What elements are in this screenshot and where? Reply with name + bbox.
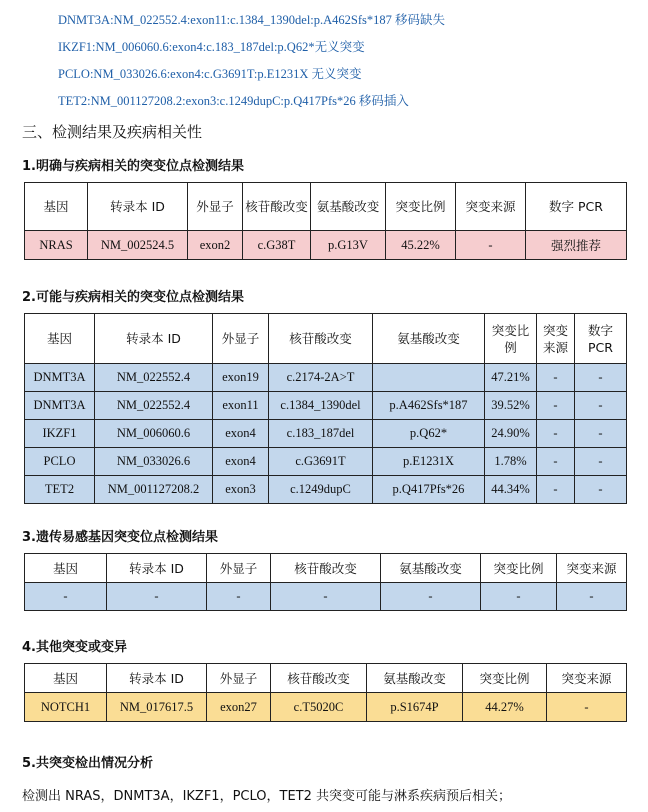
table-cell: exon27 [207, 693, 271, 722]
table-cell: DNMT3A [25, 364, 95, 392]
header-dpcr: 数字 PCR [526, 183, 627, 231]
table-cell: - [25, 583, 107, 611]
header-amino-acid: 氨基酸改变 [311, 183, 386, 231]
mutation-line: IKZF1:NM_006060.6:exon4:c.183_187del:p.Q62*无义突变 [58, 40, 365, 54]
header-exon: 外显子 [207, 664, 271, 693]
table-cell: - [381, 583, 481, 611]
header-exon: 外显子 [188, 183, 243, 231]
header-transcript: 转录本 ID [95, 314, 213, 364]
table-cell: c.1249dupC [269, 476, 373, 504]
header-amino-acid: 氨基酸改变 [373, 314, 485, 364]
section2-title: 2.可能与疾病相关的突变位点检测结果 [22, 290, 244, 305]
header-dpcr: 数字 PCR [575, 314, 627, 364]
section1-title: 1.明确与疾病相关的突变位点检测结果 [22, 159, 244, 174]
header-gene: 基因 [25, 314, 95, 364]
table-cell: TET2 [25, 476, 95, 504]
table-cell: p.A462Sfs*187 [373, 392, 485, 420]
co-mutation-analysis-text: 检测出 NRAS，DNMT3A，IKZF1，PCLO，TET2 共突变可能与淋系疾病预后相关； [22, 789, 512, 804]
header-amino-acid: 氨基酸改变 [381, 554, 481, 583]
section4-title: 4.其他突变或变异 [22, 640, 127, 655]
table-cell: - [456, 231, 526, 260]
table-cell: NM_017617.5 [107, 693, 207, 722]
table-cell: 47.21% [485, 364, 537, 392]
section3-title: 3.遗传易感基因突变位点检测结果 [22, 530, 218, 545]
table-cell: 45.22% [386, 231, 456, 260]
table-cell: 39.52% [485, 392, 537, 420]
table-cell: - [575, 364, 627, 392]
table-cell: NM_001127208.2 [95, 476, 213, 504]
table-cell: 44.34% [485, 476, 537, 504]
table-cell: p.S1674P [367, 693, 463, 722]
table-cell: 44.27% [463, 693, 547, 722]
header-transcript: 转录本 ID [107, 664, 207, 693]
table-row [25, 476, 627, 504]
header-gene: 基因 [25, 554, 107, 583]
table-row [25, 693, 627, 722]
mutation-line: TET2:NM_001127208.2:exon3:c.1249dupC:p.Q417Pfs*26 移码插入 [58, 94, 409, 108]
table-cell: - [481, 583, 557, 611]
header-ratio: 突变比例 [386, 183, 456, 231]
table-cell: - [537, 448, 575, 476]
mutation-line: DNMT3A:NM_022552.4:exon11:c.1384_1390del:p.A462Sfs*187 移码缺失 [58, 13, 446, 27]
header-ratio: 突变比例 [463, 664, 547, 693]
table-cell: c.183_187del [269, 420, 373, 448]
section5-title: 5.共突变检出情况分析 [22, 756, 153, 771]
table-cell: - [271, 583, 381, 611]
table-cell: c.2174-2A>T [269, 364, 373, 392]
table-cell: 24.90% [485, 420, 537, 448]
definite-mutations-table [24, 182, 627, 260]
table-cell: exon11 [213, 392, 269, 420]
table-cell: c.G38T [243, 231, 311, 260]
table-row [25, 392, 627, 420]
table-cell: c.1384_1390del [269, 392, 373, 420]
header-ratio: 突变比例 [481, 554, 557, 583]
table-cell: - [575, 448, 627, 476]
header-nucleotide: 核苷酸改变 [269, 314, 373, 364]
germline-mutations-table [24, 553, 627, 611]
table-cell: NM_022552.4 [95, 364, 213, 392]
table-cell: - [107, 583, 207, 611]
table-cell: exon4 [213, 448, 269, 476]
table-cell: - [537, 420, 575, 448]
header-exon: 外显子 [213, 314, 269, 364]
header-nucleotide: 核苷酸改变 [271, 664, 367, 693]
header-gene: 基因 [25, 183, 88, 231]
mutation-line: PCLO:NM_033026.6:exon4:c.G3691T:p.E1231X 无义突变 [58, 67, 362, 81]
header-ratio: 突变比例 [485, 314, 537, 364]
table-cell: - [537, 364, 575, 392]
table-cell: - [575, 392, 627, 420]
table-row [25, 231, 627, 260]
table-cell: p.Q417Pfs*26 [373, 476, 485, 504]
table-cell: exon19 [213, 364, 269, 392]
table-cell: NM_033026.6 [95, 448, 213, 476]
table-cell: PCLO [25, 448, 95, 476]
table-cell: - [537, 476, 575, 504]
other-variants-table [24, 663, 627, 722]
header-transcript: 转录本 ID [107, 554, 207, 583]
table-cell: exon2 [188, 231, 243, 260]
table-cell: NM_006060.6 [95, 420, 213, 448]
section-heading: 三、检测结果及疾病相关性 [22, 123, 203, 141]
header-source: 突变来源 [537, 314, 575, 364]
table-cell: c.G3691T [269, 448, 373, 476]
table-cell: exon3 [213, 476, 269, 504]
table-row [25, 583, 627, 611]
table-cell: p.E1231X [373, 448, 485, 476]
table-cell: 强烈推荐 [526, 231, 627, 260]
table-cell: exon4 [213, 420, 269, 448]
header-source: 突变来源 [557, 554, 627, 583]
header-amino-acid: 氨基酸改变 [367, 664, 463, 693]
table-row [25, 420, 627, 448]
header-source: 突变来源 [456, 183, 526, 231]
table-cell: - [207, 583, 271, 611]
table-row [25, 448, 627, 476]
header-source: 突变来源 [547, 664, 627, 693]
table-cell: p.G13V [311, 231, 386, 260]
table-cell: p.Q62* [373, 420, 485, 448]
table-cell: - [537, 392, 575, 420]
header-gene: 基因 [25, 664, 107, 693]
table-cell: NOTCH1 [25, 693, 107, 722]
header-exon: 外显子 [207, 554, 271, 583]
table-cell: - [575, 420, 627, 448]
header-transcript: 转录本 ID [88, 183, 188, 231]
table-cell: 1.78% [485, 448, 537, 476]
table-row [25, 364, 627, 392]
table-cell: DNMT3A [25, 392, 95, 420]
table-cell: - [547, 693, 627, 722]
table-cell: NM_002524.5 [88, 231, 188, 260]
table-cell: - [575, 476, 627, 504]
table-cell: NM_022552.4 [95, 392, 213, 420]
table-cell [373, 364, 485, 392]
table-cell: NRAS [25, 231, 88, 260]
header-nucleotide: 核苷酸改变 [243, 183, 311, 231]
header-nucleotide: 核苷酸改变 [271, 554, 381, 583]
table-cell: IKZF1 [25, 420, 95, 448]
possible-mutations-table [24, 313, 627, 504]
table-cell: - [557, 583, 627, 611]
table-cell: c.T5020C [271, 693, 367, 722]
